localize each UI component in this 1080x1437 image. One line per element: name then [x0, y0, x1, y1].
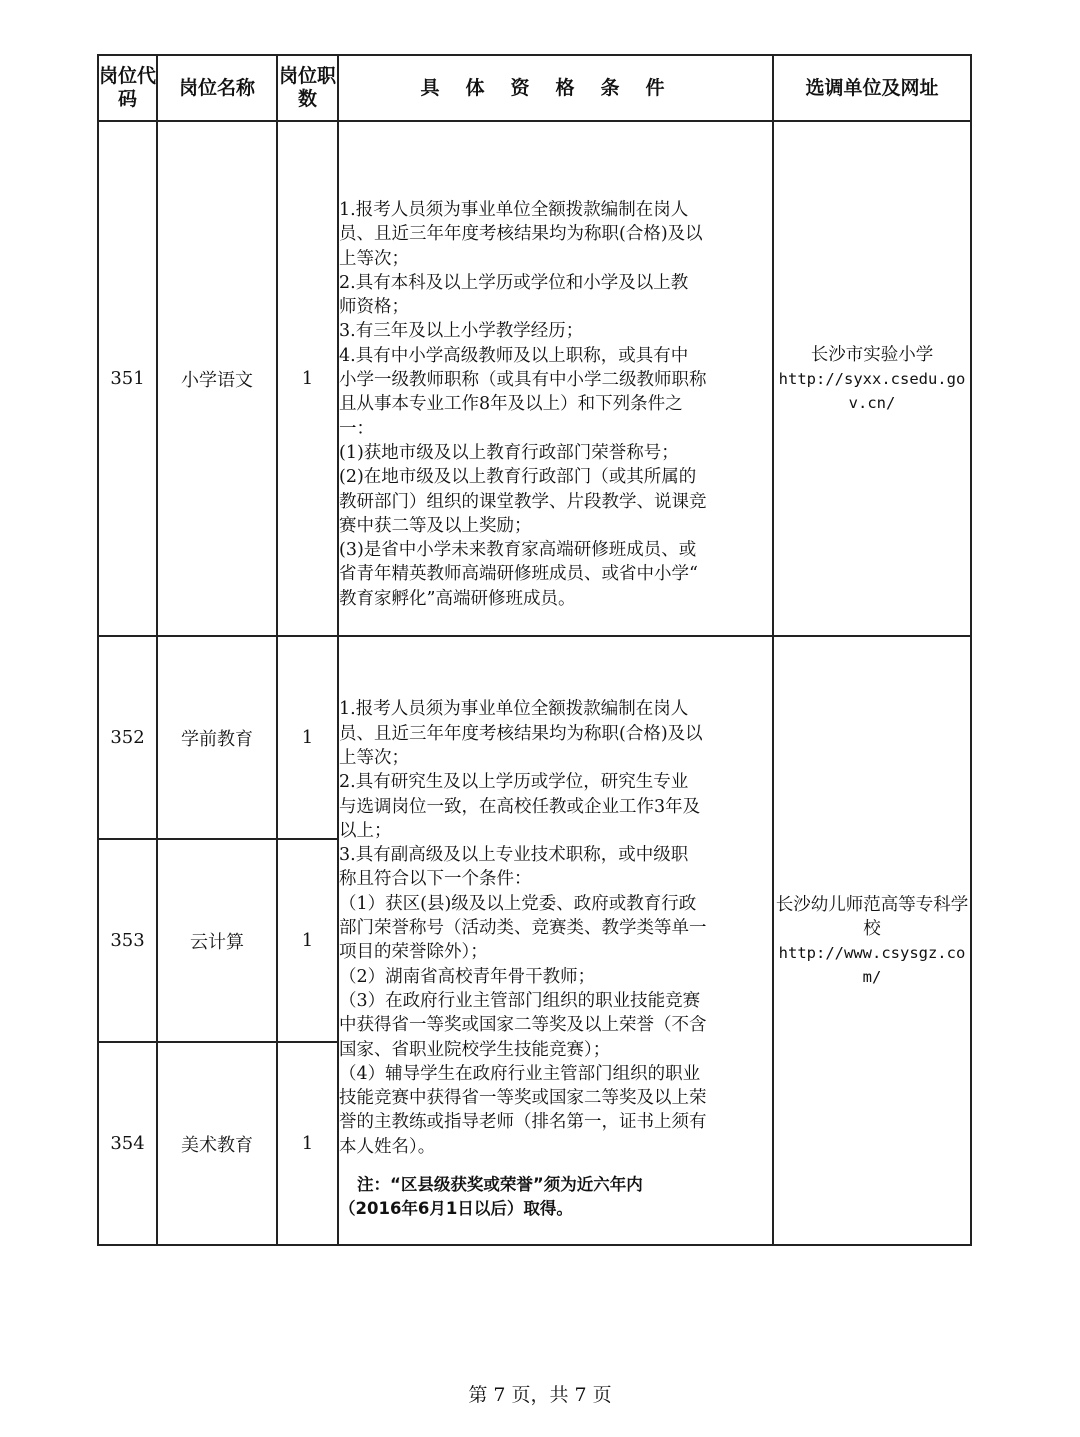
requirement-line: 中获得省一等奖或国家二等奖及以上荣誉（不含	[339, 1015, 707, 1036]
requirement-line: 4.具有中小学高级教师及以上职称，或具有中	[339, 345, 689, 366]
requirement-line: 一：	[339, 418, 374, 439]
requirement-line: 部门荣誉称号（活动类、竞赛类、教学类等单一	[339, 918, 707, 939]
requirement-line: （3）在政府行业主管部门组织的职业技能竞赛	[339, 990, 701, 1011]
unit-url: http://www.csysgz.com/	[778, 943, 966, 986]
position-code: 354	[98, 1042, 157, 1245]
header-row	[98, 55, 971, 121]
requirement-line: 本人姓名）。	[339, 1136, 436, 1157]
requirement-line: 上等次；	[339, 747, 409, 768]
requirement-line: 教育家孵化”高端研修班成员。	[339, 588, 576, 609]
requirement-line: （4）辅导学生在政府行业主管部门组织的职业	[339, 1063, 701, 1084]
position-name: 云计算	[157, 839, 277, 1042]
requirements-cell	[338, 121, 773, 636]
unit-name: 长沙市实验小学	[810, 344, 934, 365]
note-line: 注：“区县级获奖或荣誉”须为近六年内	[357, 1175, 643, 1195]
header-count: 岗位职数	[277, 55, 338, 121]
requirements-cell	[338, 636, 773, 1245]
requirement-line: 以上；	[339, 820, 392, 841]
table-row	[98, 636, 971, 839]
requirement-line: (3)是省中小学未来教育家高端研修班成员、或	[339, 540, 697, 561]
requirement-line: 称且符合以下一个条件：	[339, 869, 532, 890]
position-code: 352	[98, 636, 157, 839]
requirement-line: 员、且近三年年度考核结果均为称职(合格)及以	[339, 723, 703, 744]
requirement-line: 国家、省职业院校学生技能竞赛）；	[339, 1039, 611, 1060]
requirement-line: 2.具有本科及以上学历或学位和小学及以上教	[339, 272, 689, 293]
positions-table	[97, 54, 972, 1246]
requirement-line: 员、且近三年年度考核结果均为称职(合格)及以	[339, 224, 703, 245]
requirement-line: 且从事本专业工作8年及以上）和下列条件之	[339, 394, 683, 415]
requirement-line: (1)获地市级及以上教育行政部门荣誉称号；	[339, 442, 679, 463]
header-unit: 选调单位及网址	[773, 55, 971, 121]
requirement-line: 1.报考人员须为事业单位全额拨款编制在岗人	[339, 199, 689, 220]
requirement-line: 1.报考人员须为事业单位全额拨款编制在岗人	[339, 699, 689, 720]
requirement-line: 项目的荣誉除外）；	[339, 942, 488, 963]
unit-url: http://syxx.csedu.gov.cn/	[778, 369, 966, 412]
requirement-line: 3.具有副高级及以上专业技术职称，或中级职	[339, 845, 689, 866]
position-name: 小学语文	[157, 121, 277, 636]
header-requirements: 具体资格条件	[338, 55, 773, 121]
position-code: 353	[98, 839, 157, 1042]
requirement-line: 小学一级教师职称（或具有中小学二级教师职称	[339, 370, 707, 391]
position-count: 1	[277, 121, 338, 636]
requirements-list	[339, 659, 772, 1159]
requirement-line: 上等次；	[339, 248, 409, 269]
unit-cell	[773, 121, 971, 636]
requirements-list	[339, 146, 772, 611]
note-line: （2016年6月1日以后）取得。	[339, 1199, 573, 1219]
requirement-line: 省青年精英教师高端研修班成员、或省中小学“	[339, 564, 698, 585]
page-number: 第 7 页，共 7 页	[468, 1384, 612, 1406]
requirement-line: 赛中获二等及以上奖励；	[339, 515, 532, 536]
position-name: 学前教育	[157, 636, 277, 839]
requirement-line: （1）获区(县)级及以上党委、政府或教育行政	[339, 893, 697, 914]
requirement-line: （2）湖南省高校青年骨干教师；	[339, 966, 596, 987]
requirement-line: (2)在地市级及以上教育行政部门（或其所属的	[339, 467, 697, 488]
table-row	[98, 121, 971, 636]
requirement-line: 技能竞赛中获得省一等奖或国家二等奖及以上荣	[339, 1088, 707, 1109]
header-code: 岗位代码	[98, 55, 157, 121]
position-count: 1	[277, 1042, 338, 1245]
position-count: 1	[277, 636, 338, 839]
unit-name: 长沙幼儿师范高等专科学校	[775, 894, 969, 939]
requirement-line: 2.具有研究生及以上学历或学位，研究生专业	[339, 772, 689, 793]
requirement-line: 师资格；	[339, 297, 409, 318]
position-count: 1	[277, 839, 338, 1042]
requirement-line: 与选调岗位一致，在高校任教或企业工作3年及	[339, 796, 701, 817]
header-name: 岗位名称	[157, 55, 277, 121]
requirement-line: 3.有三年及以上小学教学经历；	[339, 321, 584, 342]
unit-cell	[773, 636, 971, 1245]
requirement-line: 教研部门）组织的课堂教学、片段教学、说课竞	[339, 491, 707, 512]
position-name: 美术教育	[157, 1042, 277, 1245]
position-code: 351	[98, 121, 157, 636]
requirement-line: 誉的主教练或指导老师（排名第一，证书上须有	[339, 1112, 707, 1133]
